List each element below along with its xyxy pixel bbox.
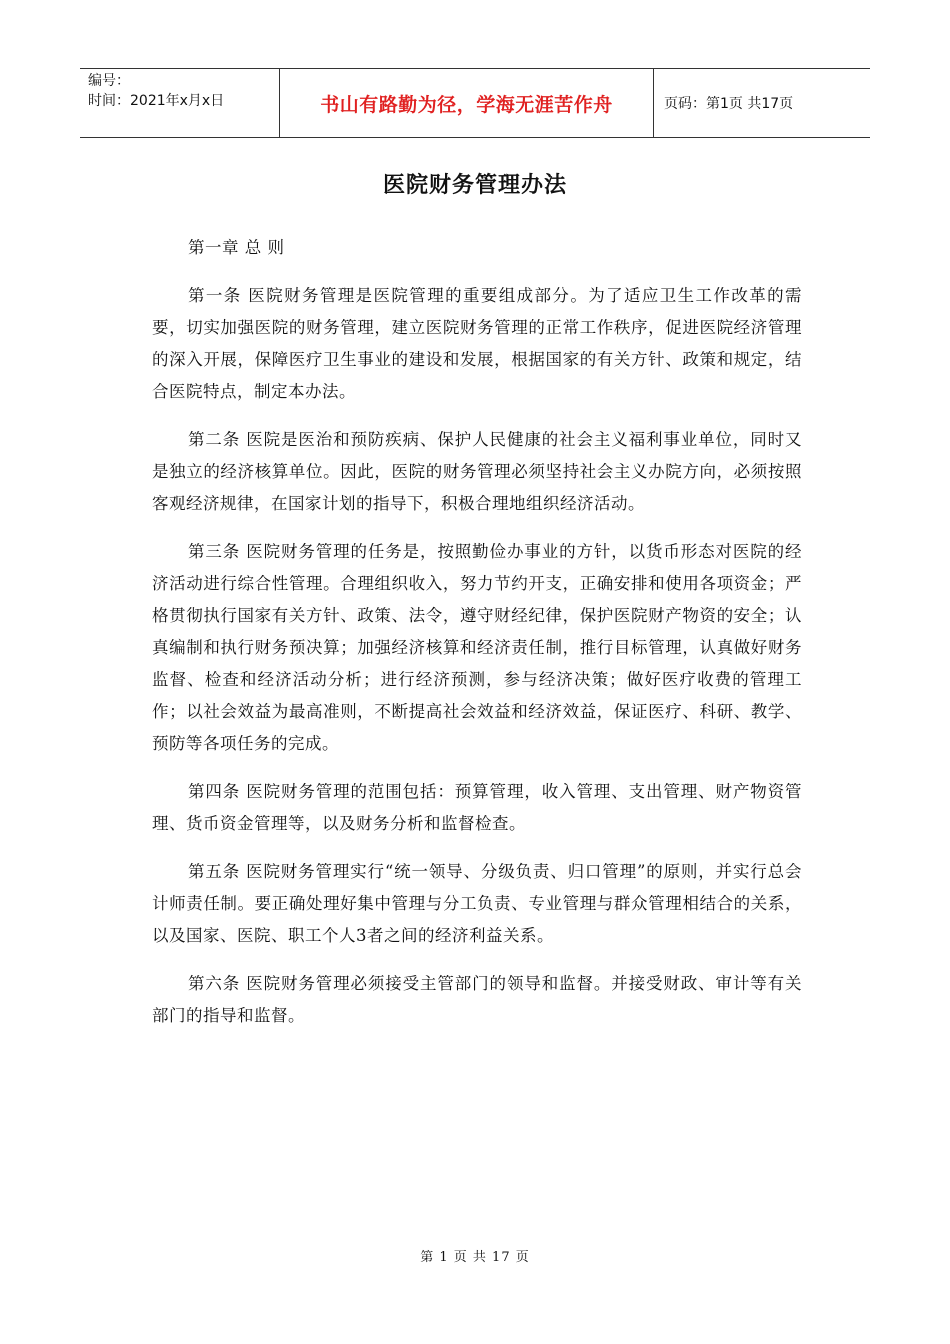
article-5: 第五条 医院财务管理实行“统一领导、分级负责、归口管理”的原则，并实行总会计师责任制。要正确处理好集中管理与分工负责、专业管理与群众管理相结合的关系，以及国家、医院、职工个人3者之间的经济利益关系。 <box>152 862 802 945</box>
document-time-label: 时间：2021年x月x日 <box>88 93 225 109</box>
article-3: 第三条 医院财务管理的任务是，按照勤俭办事业的方针，以货币形态对医院的经济活动进行综合性管理。合理组织收入，努力节约开支，正确安排和使用各项资金；严格贯彻执行国家有关方针、政策、法令，遵守财经纪律，保护医院财产物资的安全；认真编制和执行财务预决算；加强经济核算和经济责任制，推行目标管理，认真做好财务监督、检查和经济活动分析；进行经济预测，参与经济决策；做好医疗收费的管理工作；以社会效益为最高准则，不断提高社会效益和经济效益，保证医疗、科研、教学、预防等各项任务的完成。 <box>152 542 802 753</box>
page-footer: 第 1 页 共 17 页 <box>420 1250 530 1265</box>
chapter-heading: 第一章 总 则 <box>188 238 285 257</box>
article-2: 第二条 医院是医治和预防疾病、保护人民健康的社会主义福利事业单位，同时又是独立的经济核算单位。因此，医院的财务管理必须坚持社会主义办院方向，必须按照客观经济规律，在国家计划的指导下，积极合理地组织经济活动。 <box>152 430 802 513</box>
header-meta <box>80 69 280 137</box>
document-title: 医院财务管理办法 <box>382 172 567 198</box>
article-6: 第六条 医院财务管理必须接受主管部门的领导和监督。并接受财政、审计等有关部门的指导和监督。 <box>152 974 802 1025</box>
page-header <box>80 68 870 138</box>
header-page-info: 页码：第1页 共17页 <box>664 96 794 112</box>
document-body <box>152 232 802 1048</box>
document-number-label: 编号： <box>88 73 130 89</box>
article-1: 第一条 医院财务管理是医院管理的重要组成部分。为了适应卫生工作改革的需要，切实加强医院的财务管理，建立医院财务管理的正常工作秩序，促进医院经济管理的深入开展，保障医疗卫生事业的建设和发展，根据国家的有关方针、政策和规定，结合医院特点，制定本办法。 <box>152 286 802 401</box>
article-4: 第四条 医院财务管理的范围包括：预算管理，收入管理、支出管理、财产物资管理、货币资金管理等，以及财务分析和监督检查。 <box>152 782 802 833</box>
header-motto: 书山有路勤为径，学海无涯苦作舟 <box>280 69 654 137</box>
